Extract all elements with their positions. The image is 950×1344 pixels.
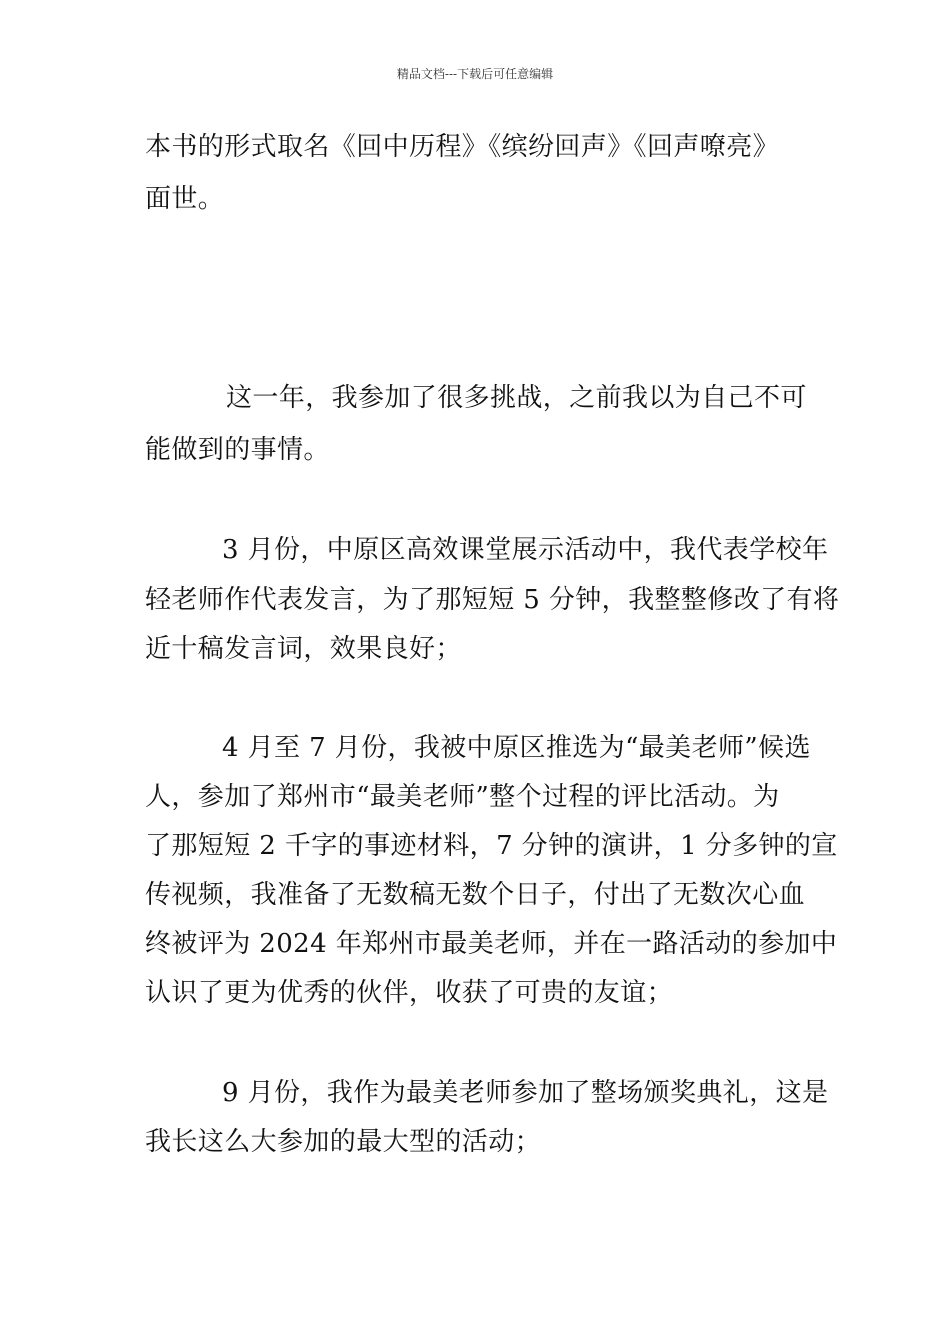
paragraph-4-line-1: 4 月至 7 月份，我被中原区推选为“最美老师”候选 (222, 733, 811, 763)
paragraph-5-line-2: 我长这么大参加的最大型的活动； (145, 1127, 542, 1157)
paragraph-2-line-2: 能做到的事情。 (145, 435, 330, 465)
page-header: 精品文档---下载后可任意编辑 (396, 67, 554, 81)
paragraph-1-line-2: 面世。 (145, 184, 225, 214)
paragraph-5-line-1: 9 月份，我作为最美老师参加了整场颁奖典礼，这是 (222, 1078, 829, 1108)
paragraph-4-line-2: 人，参加了郑州市“最美老师”整个过程的评比活动。为 (145, 782, 780, 812)
paragraph-3-line-1: 3 月份，中原区高效课堂展示活动中，我代表学校年 (222, 535, 829, 565)
paragraph-4-line-3: 了那短短 2 千字的事迹材料，7 分钟的演讲，1 分多钟的宣 (145, 831, 838, 861)
paragraph-1-line-1: 本书的形式取名《回中历程》《缤纷回声》《回声嘹亮》 (145, 132, 780, 162)
paragraph-4-line-6: 认识了更为优秀的伙伴，收获了可贵的友谊； (145, 978, 674, 1008)
paragraph-2-line-1: 这一年，我参加了很多挑战，之前我以为自己不可 (226, 383, 807, 413)
paragraph-4-line-5: 终被评为 2024 年郑州市最美老师，并在一路活动的参加中 (145, 929, 838, 959)
paragraph-4-line-4: 传视频，我准备了无数稿无数个日子，付出了无数次心血 (145, 880, 806, 910)
paragraph-3-line-3: 近十稿发言词，效果良好； (145, 634, 462, 664)
paragraph-3-line-2: 轻老师作代表发言，为了那短短 5 分钟，我整整修改了有将 (145, 585, 840, 615)
